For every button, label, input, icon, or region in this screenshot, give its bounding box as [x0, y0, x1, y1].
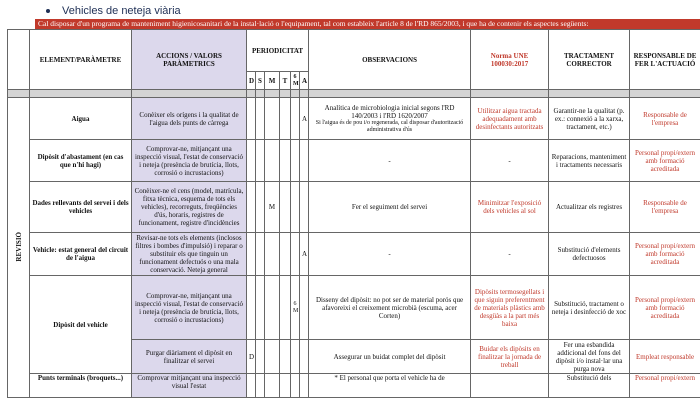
bullet-icon: [46, 9, 50, 13]
requirement-banner: Cal disposar d'un programa de manteniment higienicosanitari de la instal·lació o l'equipament, tal com estableix l'article 8 de l'RD 865/2003, i que ha de contenir els aspectes següents:: [35, 19, 700, 29]
responsable-cell: Empleat responsable: [630, 340, 700, 374]
tractament-cell: Substitució dels: [549, 374, 630, 398]
norma-cell: Minimitzar l'exposició dels vehicles al sol: [471, 182, 549, 233]
table-row: [8, 98, 700, 140]
period-cell: 6 M: [291, 276, 300, 340]
accions-cell: Conèixer-ne el cens (model, matrícula, fitxa tècnica, esquema de tots els vehicles), recorreguts, freqüències d'ús, horaris, registres de funcionament, registre d'incidències: [132, 182, 247, 233]
element-cell: Aigua: [30, 98, 132, 140]
table-row: [8, 140, 700, 182]
element-cell: Punts terminals (broquets...): [30, 374, 132, 398]
accions-cell: Comprovar-ne, mitjançant una inspecció visual, l'estat de conservació i neteja (presència de brutícia, llots, corrosió o incrustacions): [132, 140, 247, 182]
responsable-cell: Responsable de l'empresa: [630, 182, 700, 233]
element-cell: Vehicle: estat general del circuit de l'aigua: [30, 233, 132, 276]
header-tractament: TRACTAMENT CORRECTOR: [549, 30, 630, 90]
element-cell: Dipòsit d'abastament (en cas que n'hi hagi): [30, 140, 132, 182]
period-cell: A: [300, 233, 309, 276]
section-heading-text: Vehicles de neteja viària: [62, 4, 181, 17]
header-norma: Norma UNE 100030:2017: [471, 30, 549, 90]
separator-row: [8, 90, 700, 98]
norma-cell: Dipòsits termosegellats i que siguin preferentment de materials plàstics amb desgüàs a la part més baixa: [471, 276, 549, 340]
tractament-cell: Fer una esbandida addicional del fons del dipòsit i/o instal·lar una purga nova: [549, 340, 630, 374]
observacions-cell: Assegurar un buidat complet del dipòsit: [309, 340, 471, 374]
period-cell: D: [247, 340, 256, 374]
responsable-cell: Personal propi/extern amb formació acreditada: [630, 233, 700, 276]
header-row: [8, 30, 700, 72]
period-d: D: [247, 72, 256, 90]
header-corner: [8, 30, 30, 90]
header-periodicitat: PERIODICITAT: [247, 30, 309, 72]
header-element: ELEMENT/PARÀMETRE: [30, 30, 132, 90]
accions-cell: Comprovar mitjançant una inspecció visual l'estat: [132, 374, 247, 398]
element-cell: Dades rellevants del servei i dels vehicles: [30, 182, 132, 233]
accions-cell: Comprovar-ne, mitjançant una inspecció visual, l'estat de conservació i neteja (presència de brutícia, llots, corrosió o incrustacions): [132, 276, 247, 340]
header-observacions: OBSERVACIONS: [309, 30, 471, 90]
table-row: [8, 182, 700, 233]
header-accions: ACCIONS / VALORS PARÀMETRICS: [132, 30, 247, 90]
observacions-note: Si l'aigua és de pou i/o regenerada, cal disposar d'autorització administrativa d'ús: [315, 119, 464, 133]
tractament-cell: Actualitzar els registres: [549, 182, 630, 233]
tractament-cell: Reparacions, manteniment i tractaments necessaris: [549, 140, 630, 182]
revisio-label: REVISIÓ: [8, 98, 30, 398]
tractament-cell: Garantir-ne la qualitat (p. ex.: connexió a la xarxa, tractament, etc.): [549, 98, 630, 140]
norma-cell: -: [471, 140, 549, 182]
section-heading: [46, 3, 181, 18]
norma-cell: -: [471, 233, 549, 276]
accions-cell: Purgar diàriament el dipòsit en finalitzar el servei: [132, 340, 247, 374]
norma-cell: Utilitzar aigua tractada adequadament amb desinfectants autoritzats: [471, 98, 549, 140]
period-cell: A: [300, 98, 309, 140]
period-t: T: [280, 72, 291, 90]
observacions-text: Analítica de microbiologia inicial segons l'RD 140/2003 i l'RD 1620/2007: [324, 103, 455, 120]
period-s: S: [256, 72, 265, 90]
norma-cell: Buidar els dipòsits en finalitzar la jornada de treball: [471, 340, 549, 374]
accions-cell: Conèixer els orígens i la qualitat de l'aigua dels punts de càrrega: [132, 98, 247, 140]
table-row: [8, 374, 700, 398]
accions-cell: Revisar-ne tots els elements (inclosos filtres i bombes d'impulsió) i reparar o substituir els que tinguin un funcionament defectuós o una mala conservació. Neteja general: [132, 233, 247, 276]
tractament-cell: Substitució d'elements defectuosos: [549, 233, 630, 276]
responsable-cell: Personal propi/extern amb formació acreditada: [630, 140, 700, 182]
period-a: A: [300, 72, 309, 90]
table-row: [8, 276, 700, 340]
observacions-cell: Fer el seguiment del servei: [309, 182, 471, 233]
tractament-cell: Substitució, tractament o neteja i desinfecció de xoc: [549, 276, 630, 340]
header-responsable: RESPONSABLE DE FER L'ACTUACIÓ: [630, 30, 700, 90]
observacions-cell: -: [309, 140, 471, 182]
responsable-cell: Responsable de l'empresa: [630, 98, 700, 140]
responsable-cell: Personal propi/extern amb formació acreditada: [630, 276, 700, 340]
observacions-cell: [309, 98, 471, 140]
element-cell: Dipòsit del vehicle: [30, 276, 132, 374]
observacions-cell: * El personal que porta el vehicle ha de: [309, 374, 471, 398]
period-6m: 6 M: [291, 72, 300, 90]
observacions-cell: Disseny del dipòsit: no pot ser de material porós que afavoreixi el creixement microbià (escuma, acer Corten): [309, 276, 471, 340]
observacions-cell: -: [309, 233, 471, 276]
maintenance-table: [7, 29, 700, 398]
period-m: M: [265, 72, 280, 90]
period-cell: M: [265, 182, 280, 233]
responsable-cell: Personal propi/extern: [630, 374, 700, 398]
table-row: [8, 233, 700, 276]
